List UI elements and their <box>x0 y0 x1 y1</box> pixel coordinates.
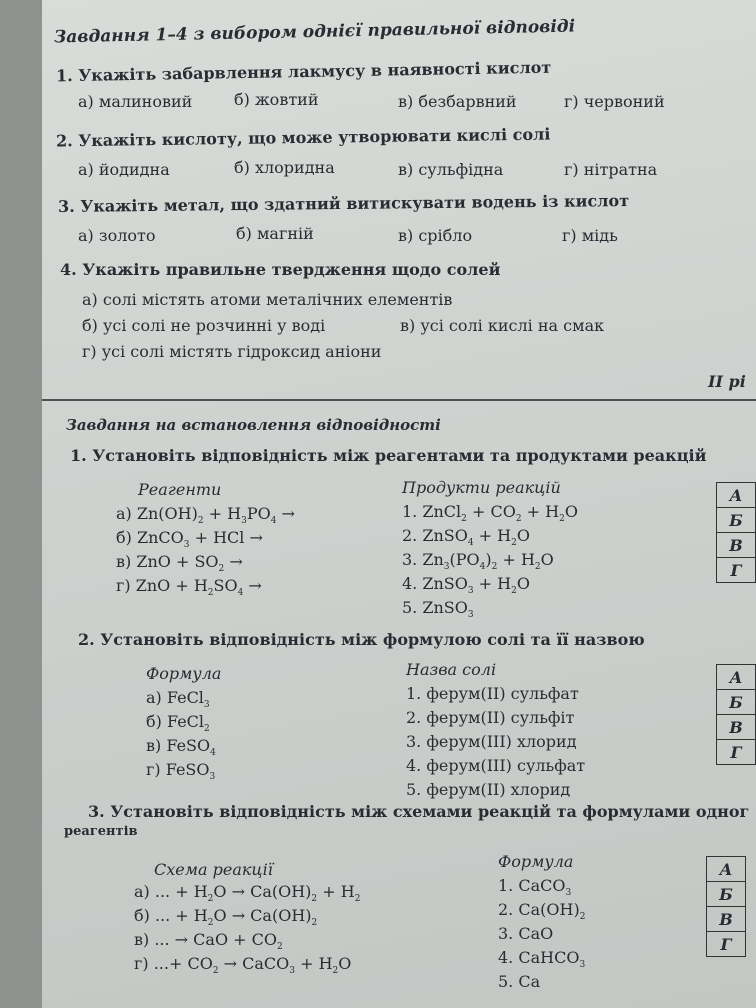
m1-reagent-a: а) $Zn(OH)_2 + H_3PO_4$ → <box>116 504 295 526</box>
m2-left-heading: Формула <box>146 664 222 683</box>
m1-product-1: 1. ZnCl$_2$ + $CO_2 + H_2O$ <box>402 502 578 524</box>
m2-formula-c-text: в) FeSO <box>146 736 211 755</box>
q3-option-a: а) золото <box>78 226 156 245</box>
m3-formula-4: 4. CaHCO$_3$ <box>498 948 586 970</box>
m3-formula-3: 3. CaO <box>498 924 554 943</box>
m3-scheme-a: а) ... + $H_2O \to Ca(OH)_2 + H_2$ <box>134 882 361 904</box>
question-4: 4. Укажіть правильне твердження щодо солей <box>60 260 501 279</box>
m1-product-5: 5. ZnSO$_3$ <box>402 598 474 620</box>
grid-letter: Б <box>707 882 746 907</box>
q1-option-b: б) жовтий <box>234 90 319 109</box>
grid-letter: А <box>707 857 746 882</box>
q4-option-c: в) усі солі кислі на смак <box>400 316 605 335</box>
grid-letter: В <box>717 715 756 740</box>
question-1: 1. Укажіть забарвлення лакмусу в наявності кислот <box>55 57 552 86</box>
m1-right-heading: Продукти реакцій <box>402 478 561 497</box>
m2-formula-a-text: а) FeCl <box>146 688 204 707</box>
section2-title: Завдання на встановлення відповідності <box>66 416 441 434</box>
section-divider <box>42 399 756 401</box>
m2-formula-d <box>146 760 215 782</box>
m3-left-heading: Схема реакції <box>154 860 273 879</box>
m2-formula-d-text: г) FeSO <box>146 760 210 779</box>
grid-letter: Г <box>717 558 756 583</box>
page-footer-label: ІІ рі <box>708 372 746 391</box>
m2-name-5: 5. ферум(II) хлорид <box>406 780 571 799</box>
grid-letter: В <box>707 907 746 932</box>
q4-option-b: б) усі солі не розчинні у воді <box>82 316 326 335</box>
m3-scheme-b: б) ... + $H_2O \to Ca(OH)_2$ <box>134 906 318 928</box>
q1-option-c: в) безбарвний <box>398 92 517 111</box>
m1-product-2: 2. ZnSO$_4$ + $H_2O$ <box>402 526 530 548</box>
m2-formula-b-text: б) FeCl <box>146 712 205 731</box>
q4-option-a: а) солі містять атоми металічних елементів <box>82 290 453 309</box>
grid-letter: Г <box>707 932 746 957</box>
q1-option-d: г) червоний <box>564 92 665 111</box>
q2-option-d: г) нітратна <box>564 160 658 179</box>
m2-answer-grid <box>716 664 756 765</box>
question-2: 2. Укажіть кислоту, що може утворювати кислі солі <box>55 124 551 151</box>
m1-reagent-d: г) ZnO + $H_2SO_4$ → <box>116 576 262 598</box>
m3-formula-5: 5. Ca <box>498 972 541 991</box>
m2-formula-b-sub: 2 <box>204 724 210 734</box>
m1-reagent-b: б) ZnCO$_3$ + HCl → <box>116 528 263 550</box>
q3-option-b: б) магній <box>236 224 314 243</box>
m3-answer-grid <box>706 856 746 957</box>
m3-scheme-c: в) ... → CaO + $CO_2$ <box>134 930 283 952</box>
grid-letter: Б <box>717 690 756 715</box>
m3-formula-1: 1. CaCO$_3$ <box>498 876 572 898</box>
matching-1: 1. Установіть відповідність між реагентами та продуктами реакцій <box>70 446 707 465</box>
m3-right-heading: Формула <box>498 852 574 871</box>
m1-answer-grid <box>716 482 756 583</box>
m1-left-heading: Реагенти <box>138 480 222 499</box>
grid-letter: А <box>717 483 756 508</box>
q3-option-d: г) мідь <box>562 226 618 245</box>
m1-product-3: 3. $Zn_3(PO_4)_2 + H_2O$ <box>402 550 554 572</box>
m3-formula-2: 2. $Ca(OH)_2$ <box>498 900 586 922</box>
grid-letter: В <box>717 533 756 558</box>
q2-option-a: а) йодидна <box>78 160 170 179</box>
m2-name-1: 1. ферум(II) сульфат <box>406 684 579 703</box>
m2-name-2: 2. ферум(II) сульфіт <box>406 708 575 727</box>
m2-right-heading: Назва солі <box>406 660 497 679</box>
m2-formula-c-sub: 4 <box>210 748 216 758</box>
m3-scheme-d: г) ...+ $CO_2$ → CaCO$_3$ + $H_2O$ <box>134 954 352 976</box>
m1-product-4: 4. ZnSO$_3$ + $H_2O$ <box>402 574 530 596</box>
matching-2: 2. Установіть відповідність між формулою солі та її назвою <box>78 630 645 649</box>
m1-reagent-c: в) ZnO + $SO_2$ → <box>116 552 243 574</box>
m2-name-3: 3. ферум(III) хлорид <box>406 732 577 751</box>
m2-formula-a <box>146 688 210 710</box>
m2-formula-a-sub: 3 <box>203 700 210 710</box>
grid-letter: Б <box>717 508 756 533</box>
section1-title: Завдання 1–4 з вибором однієї правильної відповіді <box>53 16 576 48</box>
q1-option-a: а) малиновий <box>78 92 193 111</box>
m2-formula-d-sub: 3 <box>209 772 216 782</box>
q4-option-d: г) усі солі містять гідроксид аніони <box>82 342 382 361</box>
q3-option-c: в) срібло <box>398 226 473 245</box>
q2-option-c: в) сульфідна <box>398 160 504 179</box>
grid-letter: А <box>717 665 756 690</box>
question-3: 3. Укажіть метал, що здатний витискувати водень із кислот <box>57 191 630 216</box>
q2-option-b: б) хлоридна <box>234 158 335 177</box>
m2-formula-b <box>146 712 210 734</box>
m2-formula-c <box>146 736 216 758</box>
grid-letter: Г <box>717 740 756 765</box>
matching-3-cont: реагентів <box>64 824 138 839</box>
matching-3: 3. Установіть відповідність між схемами реакцій та формулами одног <box>88 802 750 821</box>
textbook-page <box>42 0 756 1008</box>
m2-name-4: 4. ферум(III) сульфат <box>406 756 586 775</box>
